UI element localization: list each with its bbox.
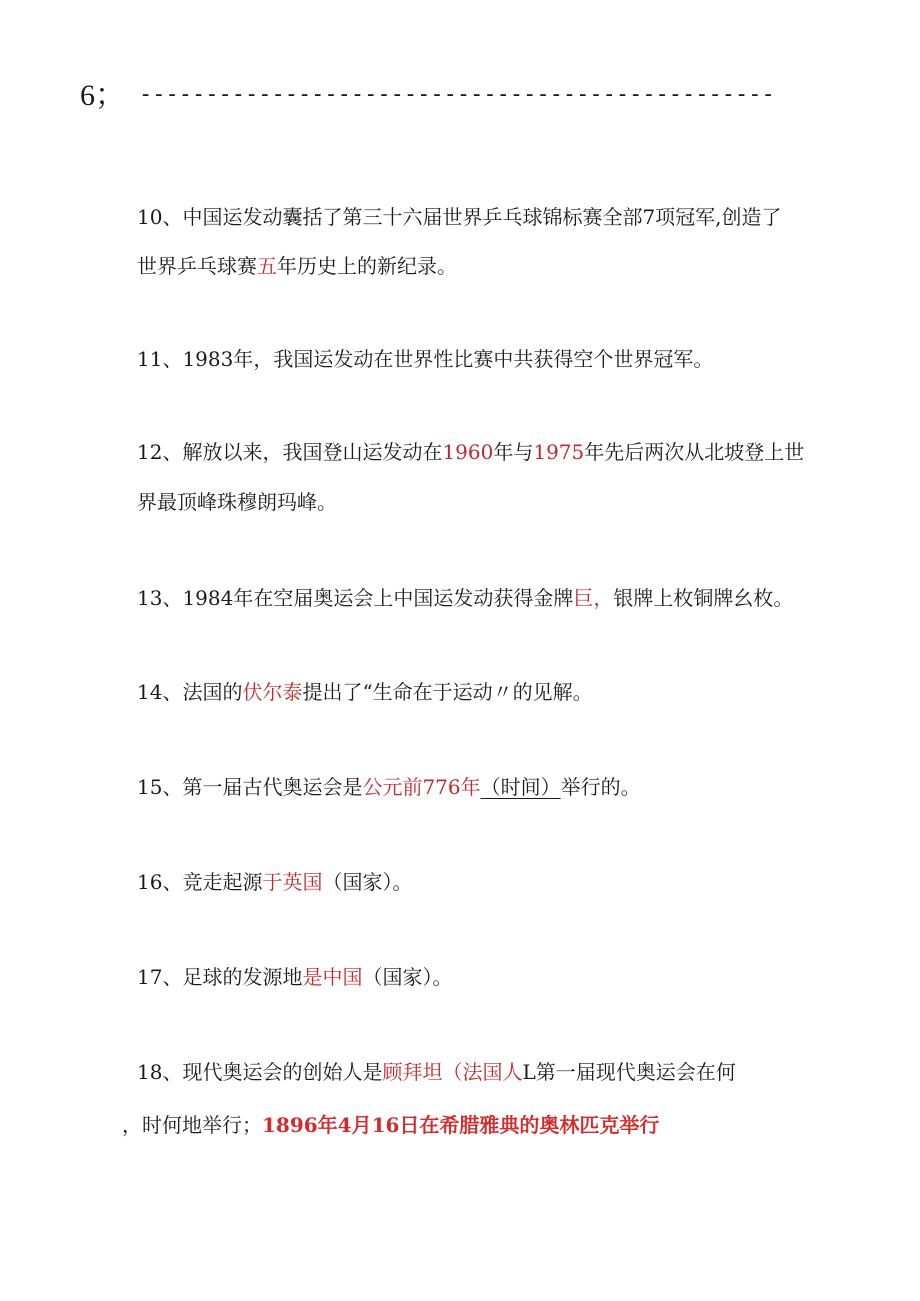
question-13-text: 13、1984年在空届奥运会上中国运发动获得金牌 bbox=[137, 586, 574, 610]
question-18-text-mid: L第一届现代奥运会在何 bbox=[522, 1060, 736, 1084]
question-16-text: 16、竞走起源 bbox=[137, 870, 263, 894]
question-13-text-end: 银牌上枚铜牌幺枚。 bbox=[613, 586, 794, 610]
question-17-answer: 是中国 bbox=[302, 965, 363, 989]
question-11-text: 11、1983年，我国运发动在世界性比赛中共获得空个世界冠军。 bbox=[137, 347, 714, 371]
question-17-text-end: （国家）。 bbox=[362, 965, 453, 989]
question-14-text-end: 提出了“生命在于运动〃的见解。 bbox=[302, 680, 593, 704]
question-12-text-end: 年先后两次从北坡登上世 bbox=[584, 440, 805, 464]
question-10-line-2 bbox=[137, 252, 457, 280]
question-14-answer: 伏尔泰 bbox=[242, 680, 303, 704]
question-12-text-cont: 界最顶峰珠穆朗玛峰。 bbox=[137, 490, 337, 514]
question-18-answer-1: 顾拜坦（法国人 bbox=[382, 1060, 523, 1084]
question-14 bbox=[137, 678, 593, 706]
section-number-line bbox=[80, 76, 775, 119]
question-13-answer: 巨， bbox=[573, 586, 614, 610]
question-12-line-2 bbox=[137, 488, 337, 516]
question-12-line-1 bbox=[137, 438, 804, 466]
question-18-line-1 bbox=[137, 1058, 736, 1086]
question-16 bbox=[137, 868, 412, 896]
question-15-answer: 公元前776年 bbox=[362, 775, 481, 799]
question-18-text-cont: ，时何地举行； bbox=[122, 1113, 262, 1137]
question-15-text-end: 举行的。 bbox=[560, 775, 641, 799]
question-12-answer-2: 1975 bbox=[533, 440, 585, 464]
question-13 bbox=[137, 584, 793, 612]
question-17 bbox=[137, 963, 452, 991]
question-16-answer: 于英国 bbox=[262, 870, 323, 894]
question-10-answer: 五 bbox=[257, 254, 277, 278]
section-number: 6； bbox=[80, 79, 125, 112]
question-10-text-end: 年历史上的新纪录。 bbox=[277, 254, 457, 278]
question-18-line-2 bbox=[122, 1111, 659, 1139]
question-11 bbox=[137, 345, 713, 373]
question-15-blank: （时间） bbox=[480, 775, 561, 799]
question-12-text: 12、解放以来，我国登山运发动在 bbox=[137, 440, 443, 464]
question-15 bbox=[137, 773, 641, 801]
dashed-rule: ------------------------------------------------ bbox=[139, 82, 775, 107]
question-12-answer-1: 1960 bbox=[442, 440, 494, 464]
question-10-text: 10、中国运发动囊括了第三十六届世界乒乓球锦标赛全部7项冠军,创造了 bbox=[137, 205, 782, 229]
question-10-line-1 bbox=[137, 203, 782, 231]
question-10-text-cont: 世界乒乓球赛 bbox=[137, 254, 257, 278]
question-17-text: 17、足球的发源地 bbox=[137, 965, 303, 989]
question-16-text-end: （国家）。 bbox=[322, 870, 413, 894]
question-12-text-mid: 年与 bbox=[493, 440, 534, 464]
question-14-text: 14、法国的 bbox=[137, 680, 243, 704]
question-18-answer-2: 1896年4月16日在希腊雅典的奥林匹克举行 bbox=[262, 1113, 660, 1137]
question-18-text: 18、现代奥运会的创始人是 bbox=[137, 1060, 383, 1084]
question-15-text: 15、第一届古代奥运会是 bbox=[137, 775, 363, 799]
